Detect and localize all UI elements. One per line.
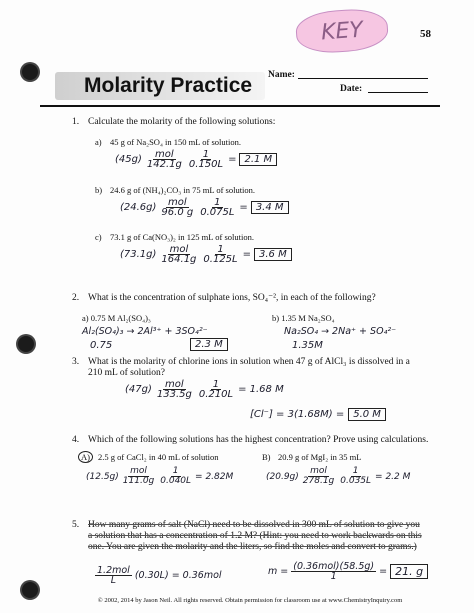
q1b-mass: (24.6g) [120,202,157,213]
q4a-mass: (12.5g) [86,471,119,482]
q1a-answer: 2.1 M [239,153,277,166]
q1c-label: c) [95,232,102,242]
q1b-answer: 3.4 M [251,201,289,214]
q1-number: 1. [72,117,80,127]
q4a-molar-mass: 111.0g [122,476,155,486]
q4b-label: B) [262,452,271,462]
q2a-value: 0.75 [90,340,113,351]
q2a-label: a) 0.75 M Al₂(SO₄)₃ [82,313,151,323]
q1c-answer: 3.6 M [254,248,292,261]
date-line [368,92,428,93]
q4a-text: 2.5 g of CaCl₂ in 40 mL of solution [98,452,219,462]
name-label: Name: [268,70,295,80]
q3-one: 1 [212,379,220,390]
q4b-volume: 0.035L [340,476,372,486]
q1a-molar-mass: 142.1g [146,159,182,170]
q2-text: What is the concentration of sulphate ions, SO₄⁻², in each of the following? [88,293,376,303]
q3-line2 [250,408,386,421]
binder-hole [18,336,34,352]
q3-molar-mass: 133.5g [156,389,192,400]
q1c-volume: 0.125L [203,254,238,265]
q4b-one: 1 [352,466,359,476]
header-rule [40,105,440,107]
q2a-equation: Al₂(SO₄)₃ → 2Al³⁺ + 3SO₄²⁻ [82,326,208,337]
q1c-mass: (73.1g) [120,249,157,260]
q1a-work: (45g) $\frac{\text{mol}}{142.1g}$ $\frac{1}{0.150L}$ = 2.1 M [115,150,277,169]
q5-answer: 21. g [390,564,428,579]
q1a-label: a) [95,137,102,147]
q4b-mol: mol [310,466,327,476]
q2a-answer: 2.3 M [190,338,228,351]
q4b-text: 20.9 g of MgI₂ in 35 mL [278,452,362,462]
q1c-mol: mol [169,244,189,255]
q4a-work [86,467,233,486]
q1a-mol: mol [155,149,174,160]
q3-number: 3. [72,357,80,367]
q1a-one: 1 [202,149,210,160]
q2b-equation: Na₂SO₄ → 2Na⁺ + SO₄²⁻ [284,326,397,337]
footer-copyright: © 2002, 2014 by Jason Neil. All rights reserved. Obtain permission for classroom use at www.ChemistryInquiry.com [97,597,403,604]
q4a-label-circled: A) [78,451,93,463]
q1b-mol: mol [168,197,187,208]
q1c-molar-mass: 164.1g [161,254,197,265]
q5-work-moles [95,566,222,585]
q5-number: 5. [72,520,80,530]
q1c-text: 73.1 g of Ca(NO₃)₂ in 125 mL of solution. [110,232,254,242]
q2-number: 2. [72,293,80,303]
page-title: Molarity Practice [84,74,253,97]
q3-volume: 0.210L [198,389,234,400]
q4a-volume: 0.040L [160,476,192,486]
q4a-one: 1 [172,466,179,476]
q4b-molar-mass: 278.1g [302,476,335,486]
q1a-mass: (45g) [115,154,142,165]
q5-mass-numerator: (0.36mol)(58.5g) [293,561,375,572]
q1c-one: 1 [217,244,224,255]
q1-text: Calculate the molarity of the following solutions: [88,117,276,127]
page-number: 58 [420,28,431,40]
q4-number: 4. [72,435,80,445]
q4-text: Which of the following solutions has the highest concentration? Prove using calculations. [88,435,429,445]
binder-hole [22,64,38,80]
name-line [298,78,428,79]
q3-mass: (47g) [125,384,152,395]
q1a-text: 45 g of Na₂SO₄ in 150 mL of solution. [110,137,241,147]
q5-work-mass: m = $\frac{\text{(0.36mol)(58.5g)}}{1}$ = 21. g [268,562,428,581]
q1a-volume: 0.150L [188,159,224,170]
binder-hole [22,582,38,598]
q3-text: What is the molarity of chlorine ions in solution when 47 g of AlCl₃ is dissolved in a 210 mL of solution? [88,357,410,378]
q4b-work [266,467,410,486]
q3-chloride-calc: [Cl⁻] = 3(1.68M) = [250,409,345,420]
q3-answer: 5.0 M [348,408,386,421]
q1b-text: 24.6 g of (NH₄)₂CO₃ in 75 mL of solution. [110,185,256,195]
date-label: Date: [340,84,363,94]
q1b-work: (24.6g) $\frac{\text{mol}}{96.0 g}$ $\frac{1}{0.075L}$ = 3.4 M [120,198,289,217]
q2b-value: 1.35M [292,340,323,351]
q5-concentration: 1.2mol [97,565,130,576]
q4b-mass: (20.9g) [266,471,299,482]
q1b-volume: 0.075L [200,207,235,218]
q1b-one: 1 [214,197,221,208]
key-label: KEY [295,7,390,55]
q3-result: = 1.68 M [238,384,284,395]
q5-per-liter: L [110,575,117,586]
q1b-label: b) [95,185,103,195]
q3-mol: mol [165,379,184,390]
q4a-answer: = 2.82M [195,471,234,482]
q5-text: How many grams of salt (NaCl) need to be dissolved in 300 mL of solution to give you a solution that has a concentration of 1.2 M? (Hint: you need to work backwards on this one. You are given the molarity and the liters, so find the moles and convert to grams.) [88,520,422,552]
q4b-answer: = 2.2 M [375,471,411,482]
q2b-label: b) 1.35 M Na₂SO₄ [272,313,335,323]
q3-work [125,380,284,399]
q5-moles-calc: (0.30L) = 0.36mol [134,570,222,581]
q1b-molar-mass: 96.0 g [161,207,194,218]
q5-mass-denominator: 1 [330,571,337,582]
q4a-mol: mol [130,466,147,476]
q1c-work: (73.1g) $\frac{\text{mol}}{164.1g}$ $\frac{1}{0.125L}$ = 3.6 M [120,245,292,264]
